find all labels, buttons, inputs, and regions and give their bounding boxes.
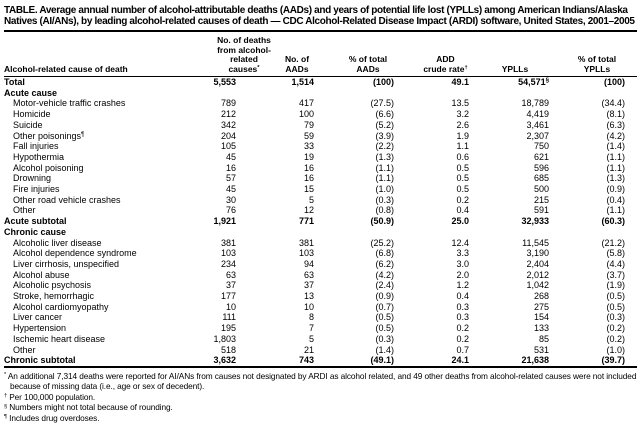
value-cell: 1,042 xyxy=(526,280,549,291)
section-row xyxy=(4,88,637,99)
value-cell: (0.5) xyxy=(375,312,394,323)
value-cell: 1,803 xyxy=(213,333,236,344)
value-cell: 0.2 xyxy=(456,333,469,344)
table-row xyxy=(4,238,637,249)
value-cell: (2.4) xyxy=(375,280,394,291)
cause-cell: Chronic cause xyxy=(4,226,67,237)
header-cause xyxy=(4,31,182,77)
value-cell: 57 xyxy=(225,173,236,184)
header-deaths xyxy=(182,31,271,77)
value-cell: 381 xyxy=(298,237,314,248)
header-cause-label: Alcohol-related cause of death xyxy=(4,63,128,74)
value-cell: (25.2) xyxy=(370,237,394,248)
cause-cell: Alcoholic psychosis xyxy=(13,280,92,291)
value-cell: (6.8) xyxy=(375,248,394,259)
header-deaths-label: No. of deaths from alcohol- related causes* xyxy=(217,35,271,74)
section-row xyxy=(4,227,637,238)
value-cell: 591 xyxy=(533,205,549,216)
table-row xyxy=(4,163,637,174)
cause-cell: Total xyxy=(4,77,25,87)
cause-cell: Drowning xyxy=(13,173,52,184)
superscript-marker: § xyxy=(545,77,549,85)
value-cell: 18,789 xyxy=(521,98,549,109)
data-table xyxy=(4,30,637,368)
value-cell: 531 xyxy=(533,344,549,355)
value-cell: 25.0 xyxy=(451,216,469,227)
value-cell: (21.2) xyxy=(601,237,625,248)
value-cell: 3.2 xyxy=(456,109,469,120)
value-cell: 3.0 xyxy=(456,258,469,269)
value-cell: 7 xyxy=(308,323,314,334)
value-cell: (0.9) xyxy=(606,184,625,195)
table-row xyxy=(4,280,637,291)
value-cell: 103 xyxy=(298,248,314,259)
value-cell: 0.2 xyxy=(456,323,469,334)
value-cell: (0.7) xyxy=(375,301,394,312)
value-cell: 16 xyxy=(303,162,314,173)
value-cell: 1.9 xyxy=(456,130,469,141)
value-cell: (0.5) xyxy=(606,291,625,302)
header-aads-label: No. of AADs xyxy=(284,54,310,74)
header-pct-yplls xyxy=(551,31,637,77)
value-cell: 10 xyxy=(225,301,236,312)
cause-cell: Acute subtotal xyxy=(4,216,67,227)
superscript-marker: † xyxy=(464,64,468,71)
value-cell: (1.0) xyxy=(375,184,394,195)
value-cell: 2,012 xyxy=(526,269,549,280)
value-cell: (39.7) xyxy=(601,355,625,366)
value-cell: 789 xyxy=(220,98,236,109)
table-row xyxy=(4,248,637,259)
value-cell: (100) xyxy=(372,77,394,87)
value-cell: 111 xyxy=(222,312,236,323)
value-cell: 21 xyxy=(303,344,314,355)
value-cell: 100 xyxy=(298,109,314,120)
header-row xyxy=(4,31,637,77)
header-crude-rate xyxy=(396,31,471,77)
value-cell: (0.3) xyxy=(606,312,625,323)
value-cell: 0.4 xyxy=(456,291,469,302)
value-cell: 21,638 xyxy=(521,355,549,366)
cause-cell: Homicide xyxy=(13,109,51,120)
value-cell: 2,404 xyxy=(526,258,549,269)
value-cell: 381 xyxy=(220,237,236,248)
value-cell: 215 xyxy=(533,194,549,205)
table-row xyxy=(4,270,637,281)
value-cell: (1.4) xyxy=(375,344,394,355)
value-cell: (2.2) xyxy=(375,141,394,152)
value-cell: 63 xyxy=(225,269,236,280)
header-yplls-label: YPLLs xyxy=(501,63,529,74)
value-cell: 3,190 xyxy=(526,248,549,259)
superscript-marker: ¶ xyxy=(4,414,7,421)
value-cell: (6.6) xyxy=(375,109,394,120)
value-cell: (0.9) xyxy=(375,291,394,302)
value-cell: 621 xyxy=(533,151,549,162)
value-cell: 45 xyxy=(225,184,236,195)
value-cell: 1,514 xyxy=(291,77,314,87)
cause-cell: Alcohol cardiomyopathy xyxy=(13,301,109,312)
value-cell: (6.2) xyxy=(375,258,394,269)
table-row xyxy=(4,259,637,270)
value-cell: 12.4 xyxy=(451,237,469,248)
value-cell: 0.6 xyxy=(456,151,469,162)
superscript-marker: † xyxy=(4,393,8,400)
value-cell: (4.2) xyxy=(606,130,625,141)
cause-cell: Chronic subtotal xyxy=(4,355,76,366)
value-cell: (1.1) xyxy=(606,162,625,173)
footnote-overdoses: ¶ Includes drug overdoses. xyxy=(4,412,100,423)
value-cell: 268 xyxy=(533,291,549,302)
value-cell: 0.5 xyxy=(456,173,469,184)
table-row xyxy=(4,141,637,152)
cause-cell: Fire injuries xyxy=(13,184,60,195)
table-row xyxy=(4,216,637,227)
value-cell: 11,545 xyxy=(522,237,549,248)
table-title: TABLE. Average annual number of alcohol-attributable deaths (AADs) and years of potential life lost (YPLLs) among American Indians/Alaska Natives (AI/ANs), by leading alcohol-related causes of death — CDC Alcohol-Related Disease Impact (ARDI) software, United States, 2001–2005 xyxy=(4,5,635,27)
value-cell: 0.4 xyxy=(456,205,469,216)
value-cell: 79 xyxy=(303,119,314,130)
value-cell: (1.9) xyxy=(606,280,625,291)
table-row xyxy=(4,184,637,195)
value-cell: 771 xyxy=(298,216,314,227)
value-cell: 2.0 xyxy=(456,269,469,280)
value-cell: 1.2 xyxy=(456,280,469,291)
value-cell: (1.3) xyxy=(375,151,394,162)
superscript-marker: ¶ xyxy=(81,130,85,138)
header-yplls xyxy=(471,31,551,77)
value-cell: (0.4) xyxy=(606,194,625,205)
footnotes xyxy=(4,371,637,423)
value-cell: 37 xyxy=(303,280,314,291)
table-row xyxy=(4,355,637,367)
cause-cell: Alcohol abuse xyxy=(13,269,70,280)
value-cell: (0.3) xyxy=(375,333,394,344)
value-cell: 195 xyxy=(220,323,236,334)
table-row xyxy=(4,98,637,109)
value-cell: 750 xyxy=(533,141,549,152)
header-pct-yplls-label: % of total YPLLs xyxy=(577,54,617,74)
value-cell: 16 xyxy=(303,173,314,184)
value-cell: 5 xyxy=(308,194,314,205)
table-row xyxy=(4,323,637,334)
value-cell: (100) xyxy=(603,77,625,87)
value-cell: (1.4) xyxy=(606,141,625,152)
cause-cell: Alcoholic liver disease xyxy=(13,237,102,248)
value-cell: (4.2) xyxy=(375,269,394,280)
value-cell: (1.1) xyxy=(606,205,625,216)
value-cell: 743 xyxy=(298,355,314,366)
cause-cell: Fall injuries xyxy=(13,141,59,152)
value-cell: (60.3) xyxy=(601,216,625,227)
cause-cell: Hypothermia xyxy=(13,151,65,162)
value-cell: 0.5 xyxy=(456,184,469,195)
value-cell: 212 xyxy=(220,109,236,120)
value-cell: 177 xyxy=(220,291,236,302)
value-cell: 49.1 xyxy=(451,77,469,87)
value-cell: (1.1) xyxy=(375,162,394,173)
table-header xyxy=(4,31,637,77)
table-row xyxy=(4,77,637,88)
value-cell: (4.4) xyxy=(606,258,625,269)
value-cell: (0.5) xyxy=(375,323,394,334)
value-cell: 2,307 xyxy=(526,130,549,141)
value-cell: 13 xyxy=(303,291,314,302)
value-cell: 204 xyxy=(220,130,236,141)
cause-cell: Liver cancer xyxy=(13,312,63,323)
value-cell: (5.2) xyxy=(375,119,394,130)
superscript-marker: § xyxy=(4,403,8,410)
value-cell: (1.0) xyxy=(606,344,625,355)
superscript-marker: * xyxy=(257,64,260,71)
value-cell: (1.3) xyxy=(606,173,625,184)
value-cell: 24.1 xyxy=(451,355,469,366)
value-cell: (8.1) xyxy=(606,109,625,120)
table-row xyxy=(4,131,637,142)
value-cell: 0.7 xyxy=(456,344,469,355)
cause-cell: Suicide xyxy=(13,119,43,130)
value-cell: 234 xyxy=(220,258,236,269)
value-cell: 15 xyxy=(303,184,314,195)
value-cell: 0.3 xyxy=(456,301,469,312)
value-cell: (49.1) xyxy=(370,355,394,366)
cause-cell: Other road vehicle crashes xyxy=(13,194,121,205)
value-cell: 30 xyxy=(225,194,236,205)
table-body xyxy=(4,77,637,367)
value-cell: (1.1) xyxy=(375,173,394,184)
cause-cell: Liver cirrhosis, unspecified xyxy=(13,258,120,269)
header-crude-rate-label: ADD crude rate† xyxy=(423,54,468,74)
value-cell: 32,933 xyxy=(521,216,549,227)
table-row xyxy=(4,291,637,302)
cause-cell: Ischemic heart disease xyxy=(13,333,106,344)
cause-cell: Alcohol poisoning xyxy=(13,162,84,173)
value-cell: 1,921 xyxy=(213,216,236,227)
cause-cell: Acute cause xyxy=(4,87,58,98)
value-cell: (3.9) xyxy=(375,130,394,141)
cause-cell: Stroke, hemorrhagic xyxy=(13,291,95,302)
value-cell: 500 xyxy=(533,184,549,195)
value-cell: 10 xyxy=(303,301,314,312)
value-cell: 518 xyxy=(220,344,236,355)
value-cell: 275 xyxy=(533,301,549,312)
value-cell: 3,461 xyxy=(526,119,549,130)
value-cell: 16 xyxy=(225,162,236,173)
table-row xyxy=(4,152,637,163)
value-cell: 0.2 xyxy=(456,194,469,205)
value-cell: (3.7) xyxy=(606,269,625,280)
value-cell: 33 xyxy=(303,141,314,152)
value-cell: 417 xyxy=(298,98,314,109)
footnote-deaths: * An additional 7,314 deaths were reported for AI/ANs from causes not designated by ARDI as alcohol related, and 49 other deaths from alcohol-related causes were not included because of missing data (i.e., age or sex of decedent). xyxy=(4,370,637,392)
value-cell: 13.5 xyxy=(451,98,469,109)
cause-cell: Motor-vehicle traffic crashes xyxy=(13,98,126,109)
header-pct-aads-label: % of total AADs xyxy=(348,54,388,74)
value-cell: 5 xyxy=(308,333,314,344)
value-cell: 105 xyxy=(220,141,236,152)
table-row xyxy=(4,109,637,120)
value-cell: 5,553 xyxy=(213,77,236,87)
value-cell: (0.5) xyxy=(606,301,625,312)
value-cell: 12 xyxy=(303,205,314,216)
value-cell: (6.3) xyxy=(606,119,625,130)
value-cell: 54,571§ xyxy=(518,77,549,87)
footnote-rounding: § Numbers might not total because of rounding. xyxy=(4,402,173,413)
cause-cell: Other xyxy=(13,344,36,355)
table-row xyxy=(4,173,637,184)
table-row xyxy=(4,334,637,345)
cause-cell: Other poisonings¶ xyxy=(13,130,85,141)
value-cell: 8 xyxy=(308,312,314,323)
value-cell: 19 xyxy=(303,151,314,162)
value-cell: 37 xyxy=(225,280,236,291)
table-row xyxy=(4,302,637,313)
value-cell: (27.5) xyxy=(370,98,394,109)
value-cell: (34.4) xyxy=(601,98,625,109)
cause-cell: Other xyxy=(13,205,36,216)
value-cell: 1.1 xyxy=(456,141,469,152)
value-cell: 94 xyxy=(303,258,314,269)
value-cell: 45 xyxy=(225,151,236,162)
table-row xyxy=(4,345,637,356)
value-cell: 342 xyxy=(220,119,236,130)
table-row xyxy=(4,195,637,206)
value-cell: 0.3 xyxy=(456,312,469,323)
cause-cell: Hypertension xyxy=(13,323,67,334)
superscript-marker: * xyxy=(4,372,7,379)
value-cell: (5.8) xyxy=(606,248,625,259)
footnote-rate: † Per 100,000 population. xyxy=(4,391,96,402)
value-cell: 103 xyxy=(220,248,236,259)
value-cell: 133 xyxy=(533,323,549,334)
value-cell: 85 xyxy=(538,333,549,344)
value-cell: (0.3) xyxy=(375,194,394,205)
value-cell: 63 xyxy=(303,269,314,280)
table-row xyxy=(4,205,637,216)
value-cell: (1.1) xyxy=(606,151,625,162)
value-cell: 154 xyxy=(533,312,549,323)
table-row xyxy=(4,120,637,131)
value-cell: 0.5 xyxy=(456,162,469,173)
value-cell: (50.9) xyxy=(370,216,394,227)
value-cell: 59 xyxy=(303,130,314,141)
header-pct-aads xyxy=(316,31,396,77)
cause-cell: Alcohol dependence syndrome xyxy=(13,248,137,259)
value-cell: 596 xyxy=(533,162,549,173)
value-cell: 3,632 xyxy=(213,355,236,366)
value-cell: 685 xyxy=(533,173,549,184)
value-cell: 3.3 xyxy=(456,248,469,259)
value-cell: 4,419 xyxy=(526,109,549,120)
value-cell: 2.6 xyxy=(456,119,469,130)
table-row xyxy=(4,312,637,323)
value-cell: (0.8) xyxy=(375,205,394,216)
value-cell: (0.2) xyxy=(606,323,625,334)
value-cell: (0.2) xyxy=(606,333,625,344)
value-cell: 76 xyxy=(225,205,236,216)
